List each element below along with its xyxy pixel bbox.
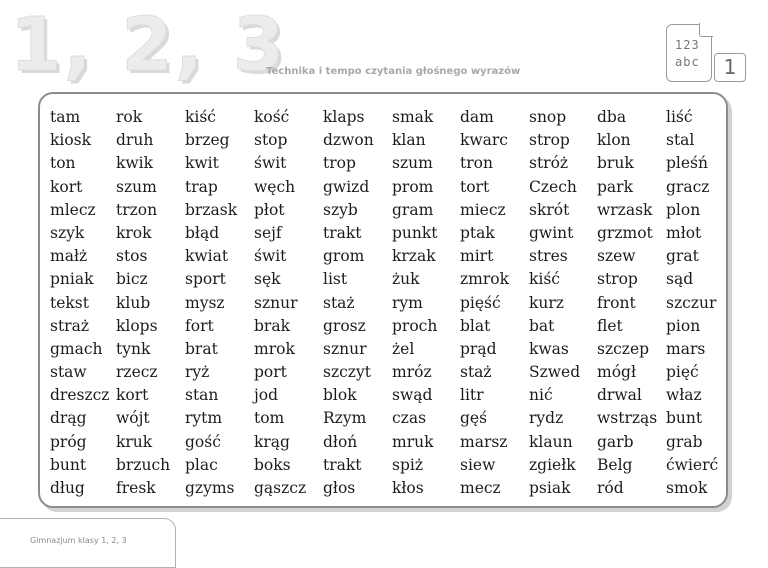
word-cell: trap [185, 177, 218, 196]
word-cell: gwizd [323, 177, 370, 196]
word-cell: szczyt [323, 363, 371, 382]
page-fold-icon [699, 23, 713, 37]
word-cell: staż [460, 363, 492, 382]
word-cell: boks [254, 455, 291, 474]
word-cell: kurz [529, 293, 564, 312]
word-cell: brak [254, 316, 290, 335]
word-cell: rydz [529, 409, 564, 428]
word-cell: szczur [666, 293, 717, 312]
word-cell: ton [50, 154, 76, 173]
word-cell: młot [666, 223, 702, 242]
word-cell: właz [666, 386, 702, 405]
word-cell: ryż [185, 363, 210, 382]
word-cell: wrzask [597, 200, 653, 219]
word-cell: sznur [323, 339, 367, 358]
word-cell: blok [323, 386, 357, 405]
word-cell: tekst [50, 293, 89, 312]
word-cell: płot [254, 200, 285, 219]
word-cell: trzon [116, 200, 158, 219]
word-cell: plac [185, 455, 218, 474]
word-cell: trakt [323, 223, 362, 242]
word-cell: brzuch [116, 455, 171, 474]
badge-letters: abc [675, 55, 700, 69]
word-cell: dzwon [323, 131, 374, 150]
word-cell: ćwierć [666, 455, 719, 474]
word-cell: tort [460, 177, 490, 196]
word-cell: mruk [392, 432, 434, 451]
word-cell: małż [50, 247, 88, 266]
word-cell: bunt [50, 455, 87, 474]
word-cell: prom [392, 177, 434, 196]
word-cell: ptak [460, 223, 495, 242]
word-cell: grat [666, 247, 699, 266]
word-cell: stróż [529, 154, 569, 173]
word-cell: pleśń [666, 154, 708, 173]
word-cell: stres [529, 247, 568, 266]
word-cell: park [597, 177, 633, 196]
word-cell: klops [116, 316, 158, 335]
word-cell: mróz [392, 363, 432, 382]
word-cell: rzecz [116, 363, 158, 382]
word-cell: pięć [666, 363, 699, 382]
word-cell: krąg [254, 432, 290, 451]
word-cell: flet [597, 316, 623, 335]
word-cell: brzeg [185, 131, 230, 150]
word-cell: marsz [460, 432, 508, 451]
word-cell: plon [666, 200, 701, 219]
word-cell: grab [666, 432, 703, 451]
word-cell: sęk [254, 270, 281, 289]
word-cell: mecz [460, 479, 501, 497]
word-cell: prąd [460, 339, 497, 358]
word-cell: dreszcz [50, 386, 110, 405]
word-cell: klub [116, 293, 151, 312]
word-cell: strop [529, 131, 570, 150]
word-cell: skrót [529, 200, 570, 219]
word-cell: bruk [597, 154, 634, 173]
word-cell: szum [392, 154, 433, 173]
word-cell: kwiat [185, 247, 229, 266]
word-cell: gwint [529, 223, 574, 242]
page-title: 1, 2, 3 [10, 2, 287, 88]
word-grid [50, 106, 732, 500]
word-cell: trakt [323, 455, 362, 474]
word-cell: proch [392, 316, 438, 335]
word-cell: zgiełk [529, 455, 576, 474]
word-cell: próg [50, 432, 87, 451]
word-cell: węch [254, 177, 296, 196]
word-cell: psiak [529, 479, 571, 497]
word-cell: mógł [597, 363, 636, 382]
word-cell: sąd [666, 270, 694, 289]
word-cell: kwit [185, 154, 219, 173]
word-cell: krok [116, 223, 152, 242]
word-cell: kiosk [50, 131, 92, 150]
word-cell: klan [392, 131, 426, 150]
word-cell: szyk [50, 223, 85, 242]
word-cell: druh [116, 131, 154, 150]
word-cell: brzask [185, 200, 238, 219]
word-cell: kwas [529, 339, 569, 358]
word-cell: kiść [185, 108, 216, 126]
word-cell: szyb [323, 200, 358, 219]
word-cell: gmach [50, 339, 103, 358]
word-cell: list [323, 270, 348, 289]
word-cell: mirt [460, 247, 494, 266]
word-cell: swąd [392, 386, 433, 405]
word-cell: staż [323, 293, 355, 312]
word-cell: stan [185, 386, 219, 405]
word-cell: Szwed [529, 363, 581, 382]
word-cell: żuk [392, 270, 420, 289]
word-cell: stop [254, 131, 288, 150]
word-cell: mars [666, 339, 706, 358]
word-cell: sznur [254, 293, 298, 312]
word-cell: bunt [666, 409, 703, 428]
word-cell: Belg [597, 455, 633, 474]
word-cell: straż [50, 316, 89, 335]
word-table-panel [38, 92, 728, 508]
word-cell: klaun [529, 432, 573, 451]
word-cell: tynk [116, 339, 151, 358]
word-cell: front [597, 293, 636, 312]
word-cell: stal [666, 131, 695, 150]
word-cell: krzak [392, 247, 436, 266]
word-cell: strop [597, 270, 638, 289]
word-cell: kość [254, 108, 290, 126]
word-cell: pion [666, 316, 701, 335]
word-cell: dłoń [323, 432, 358, 451]
word-cell: grosz [323, 316, 366, 335]
word-cell: błąd [185, 223, 220, 242]
word-cell: sport [185, 270, 226, 289]
word-cell: gracz [666, 177, 710, 196]
word-cell: szczep [597, 339, 650, 358]
word-cell: jod [254, 386, 279, 405]
word-cell: mysz [185, 293, 225, 312]
word-cell: smak [392, 108, 434, 126]
word-cell: świt [254, 154, 287, 173]
word-cell: kort [116, 386, 149, 405]
word-cell: tron [460, 154, 493, 173]
word-cell: kiść [529, 270, 560, 289]
word-cell: wójt [116, 409, 150, 428]
word-cell: Rzym [323, 409, 367, 428]
word-cell: drąg [50, 409, 87, 428]
word-cell: kwik [116, 154, 154, 173]
word-cell: głos [323, 479, 356, 497]
word-cell: bat [529, 316, 555, 335]
word-cell: bicz [116, 270, 148, 289]
word-cell: kort [50, 177, 83, 196]
word-cell: klon [597, 131, 631, 150]
word-cell: stos [116, 247, 148, 266]
word-cell: grzmot [597, 223, 653, 242]
word-cell: gość [185, 432, 221, 451]
word-cell: dam [460, 108, 494, 126]
word-cell: pięść [460, 293, 501, 312]
word-cell: brat [185, 339, 218, 358]
word-cell: kłos [392, 479, 424, 497]
word-cell: ród [597, 479, 624, 497]
word-cell: staw [50, 363, 87, 382]
word-cell: mrok [254, 339, 295, 358]
word-cell: liść [666, 108, 693, 126]
word-cell: szum [116, 177, 157, 196]
word-cell: litr [460, 386, 484, 405]
word-cell: mlecz [50, 200, 96, 219]
word-cell: żel [392, 339, 415, 358]
word-cell: port [254, 363, 287, 382]
word-cell: miecz [460, 200, 506, 219]
word-cell: siew [460, 455, 496, 474]
word-cell: gąszcz [254, 479, 307, 497]
level-number-badge: 1 [714, 53, 746, 82]
word-cell: sejf [254, 223, 282, 242]
word-cell: wstrząs [597, 409, 658, 428]
word-cell: rytm [185, 409, 223, 428]
word-cell: gęś [460, 409, 488, 428]
word-cell: gzyms [185, 479, 235, 497]
word-cell: pniak [50, 270, 94, 289]
word-cell: drwal [597, 386, 642, 405]
word-cell: grom [323, 247, 365, 266]
word-cell: rok [116, 108, 143, 126]
word-cell: klaps [323, 108, 365, 126]
word-cell: świt [254, 247, 287, 266]
word-cell: garb [597, 432, 634, 451]
word-cell: snop [529, 108, 567, 126]
word-cell: kwarc [460, 131, 508, 150]
footer-label: Gimnazjum klasy 1, 2, 3 [30, 536, 127, 545]
word-cell: dług [50, 479, 85, 497]
word-cell: trop [323, 154, 356, 173]
word-cell: szew [597, 247, 636, 266]
word-cell: tom [254, 409, 285, 428]
word-cell: tam [50, 108, 81, 126]
level-badge-card [666, 24, 712, 82]
word-cell: czas [392, 409, 427, 428]
page-subtitle: Technika i tempo czytania głośnego wyrazów [266, 66, 521, 77]
word-cell: blat [460, 316, 491, 335]
word-cell: gram [392, 200, 434, 219]
word-cell: spiż [392, 455, 423, 474]
word-cell: punkt [392, 223, 438, 242]
word-cell: dba [597, 108, 627, 126]
word-cell: zmrok [460, 270, 509, 289]
word-cell: fresk [116, 479, 156, 497]
word-cell: fort [185, 316, 214, 335]
word-cell: smok [666, 479, 708, 497]
word-cell: kruk [116, 432, 153, 451]
word-cell: Czech [529, 177, 577, 196]
word-cell: nić [529, 386, 553, 405]
badge-digits: 123 [675, 38, 700, 52]
word-cell: rym [392, 293, 423, 312]
